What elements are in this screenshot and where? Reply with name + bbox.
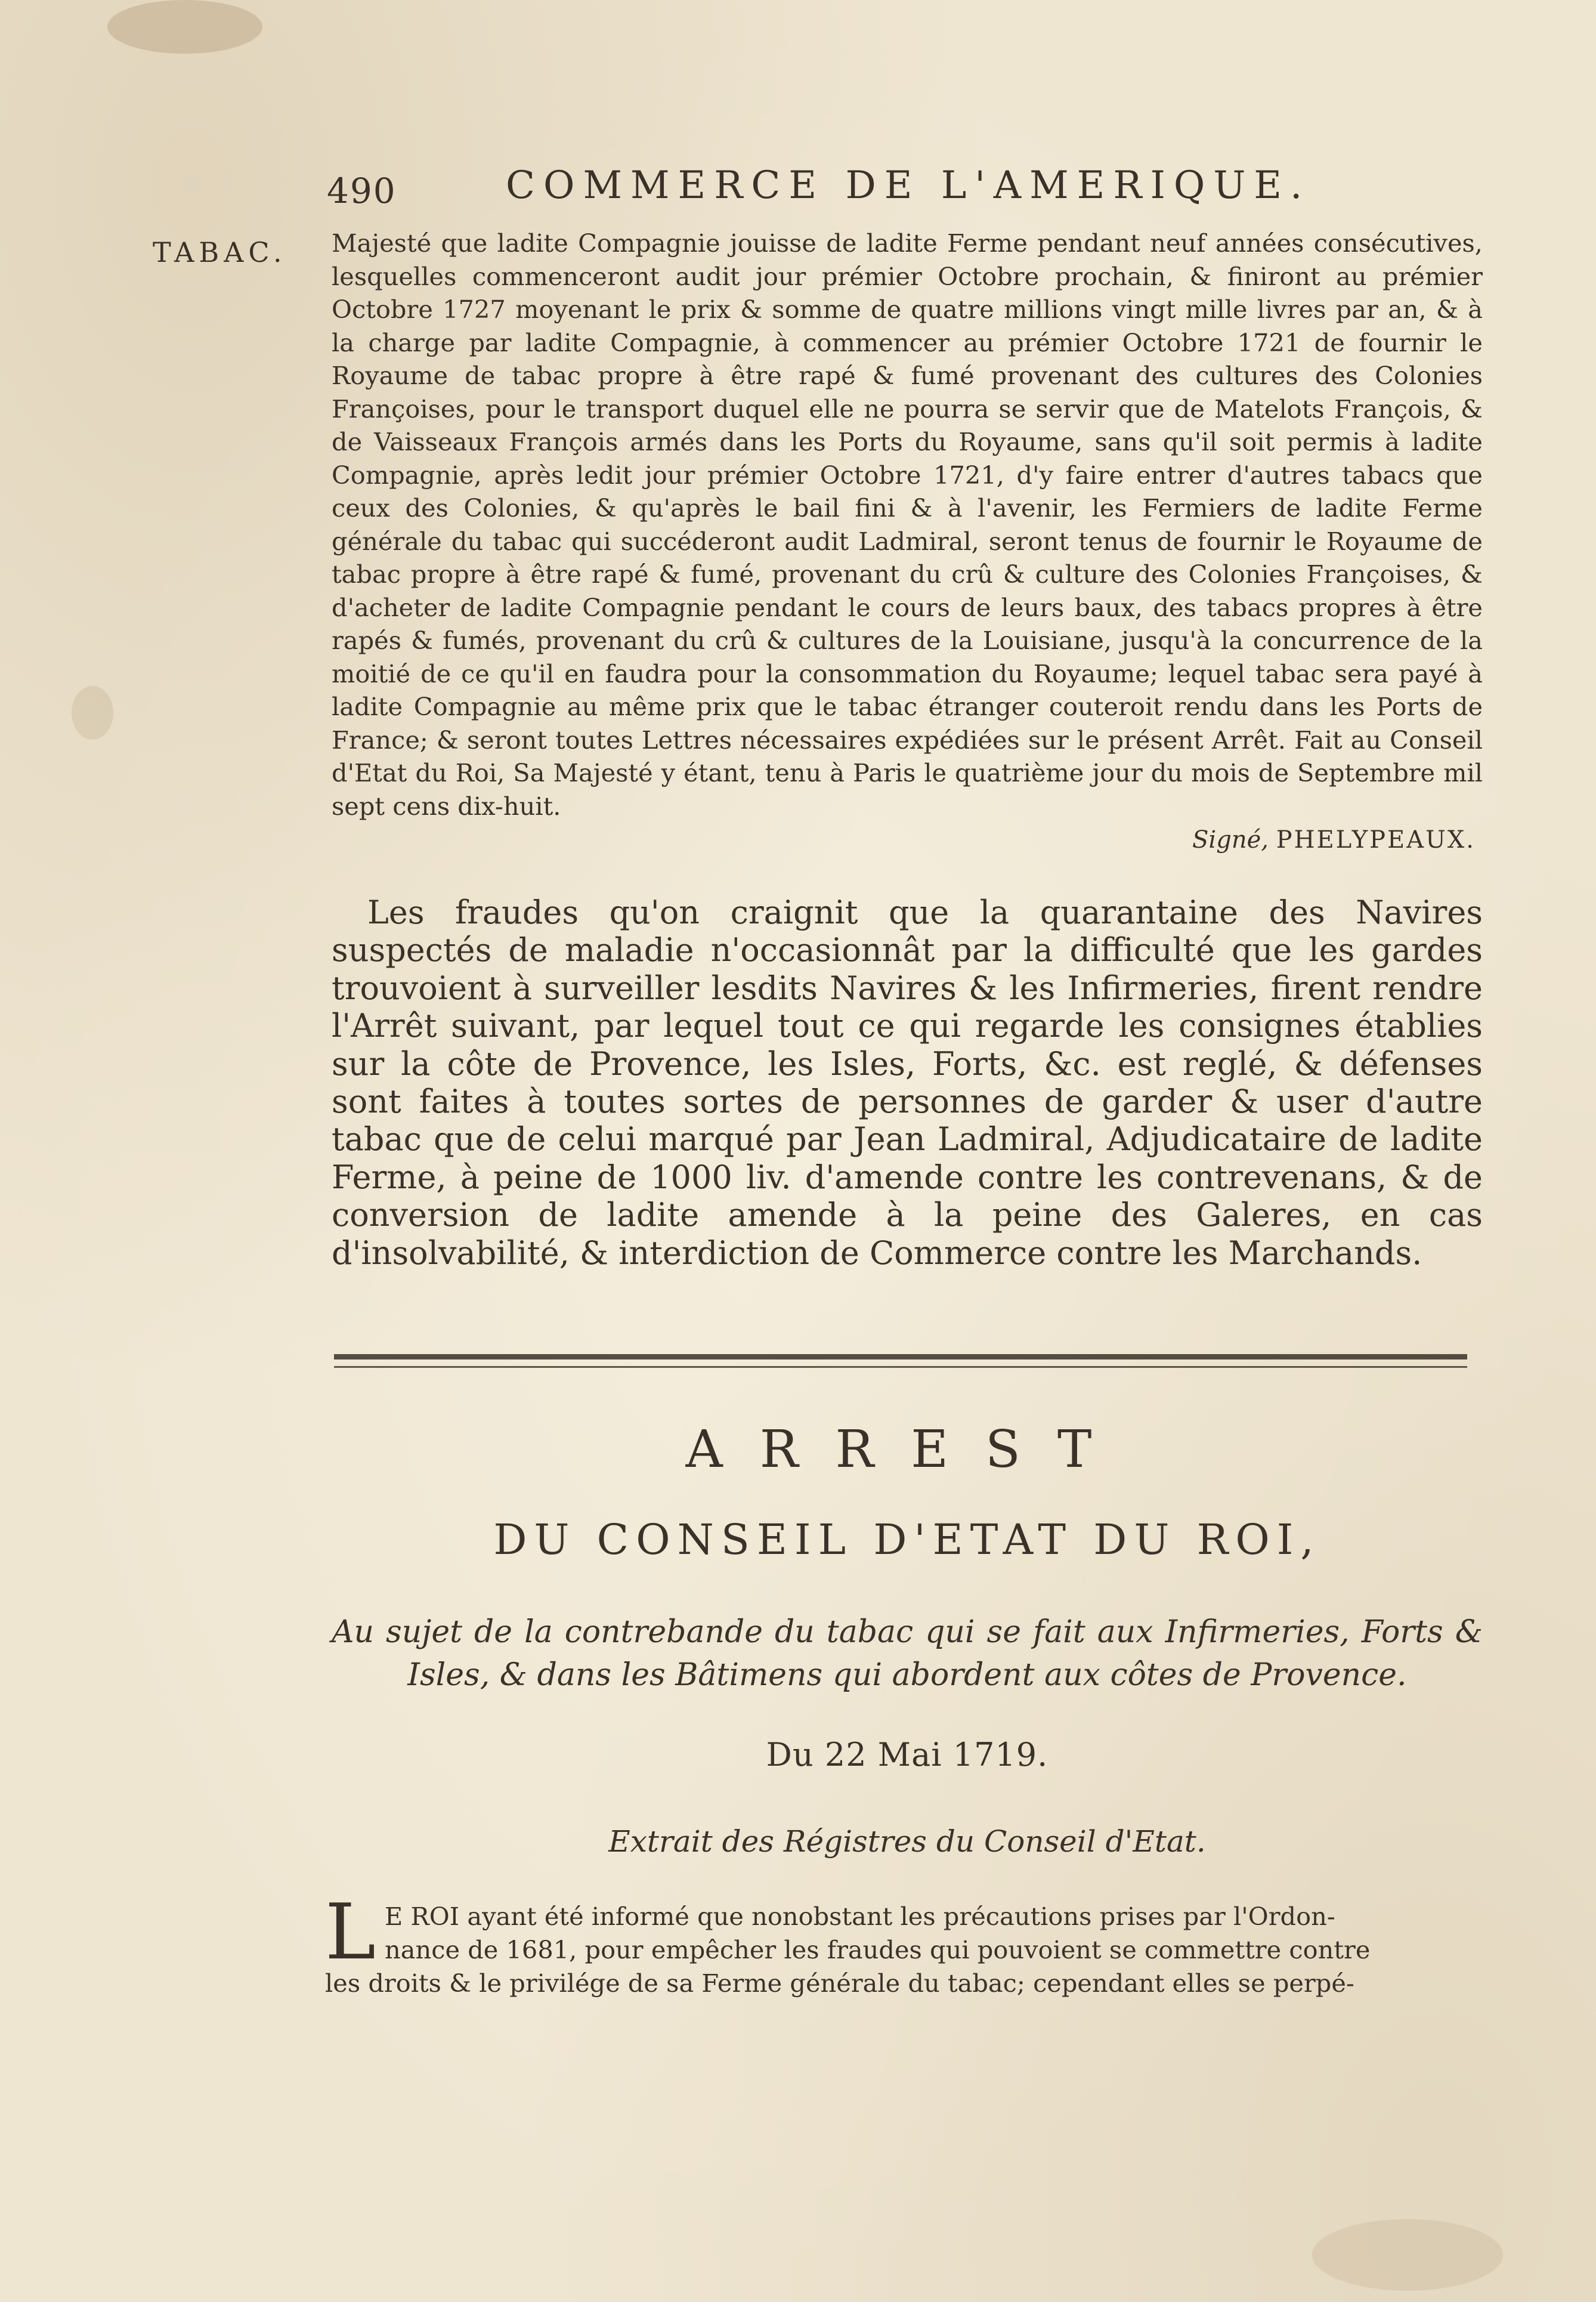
- signature-label: Signé,: [1192, 826, 1269, 854]
- paper-stain: [1312, 2219, 1503, 2291]
- continued-decree-text: [332, 227, 1483, 854]
- subject-line: Au sujet de la contrebande du tabac qui se fait aux Infirmeries, Forts &: [332, 1614, 1483, 1650]
- body-line: E ROI ayant été informé que nonobstant les précautions prises par l'Ordon-: [385, 1902, 1335, 1931]
- section-divider-thick: [334, 1354, 1467, 1359]
- signature: [332, 826, 1483, 854]
- signature-name: PHELYPEAUX.: [1276, 826, 1476, 854]
- body-line: nance de 1681, pour empêcher les fraudes qui pouvoient se commettre contre: [385, 1935, 1371, 1964]
- running-title: COMMERCE DE L'AMERIQUE.: [506, 163, 1311, 208]
- subject-line: Isles, & dans les Bâtimens qui abordent aux côtes de Provence.: [407, 1657, 1407, 1693]
- body-line: les droits & le privilége de sa Ferme générale du tabac; cependant elles se perpé-: [325, 1969, 1354, 1998]
- drop-cap: L: [325, 1888, 376, 1977]
- arrest-subject: [332, 1611, 1483, 1697]
- paper-stain: [72, 686, 113, 740]
- arrest-date: Du 22 Mai 1719.: [766, 1736, 1048, 1773]
- narrative-paragraph: Les fraudes qu'on craignit que la quarantaine des Navires suspectés de maladie n'occasionnât par la difficulté que les gardes trouvoient à surveiller lesdits Navires & les Infirmeries, firent rendre l'Arrêt suivant, par lequel tout ce qui regarde les consignes établies sur la côte de Provence, les Isles, Forts, &c. est reglé, & défenses sont faites à toutes sortes de personnes de garder & user d'autre tabac que de celui marqué par Jean Ladmiral, Adjudicataire de ladite Ferme, à peine de 1000 liv. d'amende contre les contrevenans, & de conversion de ladite amende à la peine des Galeres, en cas d'insolvabilité, & interdiction de Commerce contre les Marchands.: [332, 894, 1483, 1272]
- arrest-title: ARREST: [685, 1420, 1129, 1479]
- section-divider-thin: [334, 1366, 1467, 1368]
- margin-label: TABAC.: [153, 236, 287, 268]
- paper-stain: [107, 0, 262, 54]
- council-heading: DU CONSEIL D'ETAT DU ROI,: [493, 1515, 1321, 1564]
- arrest-body: [325, 1888, 1482, 2000]
- narrative-section: [332, 894, 1483, 1272]
- page-header: [327, 156, 1484, 222]
- page-number: 490: [327, 171, 397, 211]
- extract-heading: Extrait des Régistres du Conseil d'Etat.: [608, 1824, 1206, 1859]
- decree-paragraph: Majesté que ladite Compagnie jouisse de ladite Ferme pendant neuf années consécutives, lesquelles commenceront audit jour prémier Octobre prochain, & finiront au prémier Octobre 1727 moyenant le prix & somme de quatre millions vingt mille livres par an, & à la charge par ladite Compagnie, à commencer au prémier Octobre 1721 de fournir le Royaume de tabac propre à être rapé & fumé provenant des cultures des Colonies Françoises, pour le transport duquel elle ne pourra se servir que de Matelots François, & de Vaisseaux François armés dans les Ports du Royaume, sans qu'il soit permis à ladite Compagnie, après ledit jour prémier Octobre 1721, d'y faire entrer d'autres tabacs que ceux des Colonies, & qu'après le bail fini & à l'avenir, les Fermiers de ladite Ferme générale du tabac qui succéderont audit Ladmiral, seront tenus de fournir le Royaume de tabac propre à être rapé & fumé, provenant du crû & culture des Colonies Françoises, & d'acheter de ladite Compagnie pendant le cours de leurs baux, des tabacs propres à être rapés & fumés, provenant du crû & cultures de la Louisiane, jusqu'à la concurrence de la moitié de ce qu'il en faudra pour la consommation du Royaume; lequel tabac sera payé à ladite Compagnie au même prix que le tabac étranger couteroit rendu dans les Ports de France; & seront toutes Lettres nécessaires expédiées sur le présent Arrêt. Fait au Conseil d'Etat du Roi, Sa Majesté y étant, tenu à Paris le quatrième jour du mois de Septembre mil sept cens dix-huit.: [332, 228, 1483, 821]
